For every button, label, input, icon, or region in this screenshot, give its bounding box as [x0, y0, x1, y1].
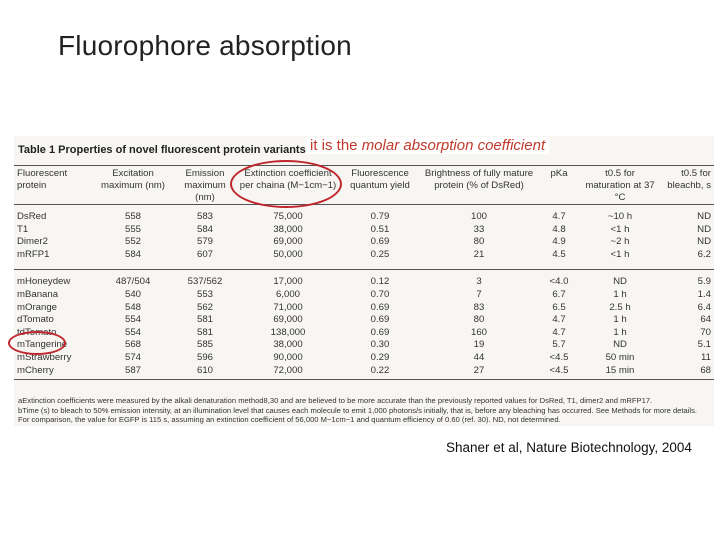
table-row — [14, 352, 714, 365]
column-header: Emission maximum (nm) — [174, 168, 236, 205]
protein-name-cell: mTangerine — [17, 339, 68, 351]
table-cell: 4.7 — [552, 314, 566, 326]
table-cell: 33 — [473, 223, 485, 235]
table-cell: 50,000 — [273, 248, 303, 260]
table-cell: 17,000 — [273, 276, 303, 288]
table-cell: 1.4 — [697, 288, 711, 300]
table-cell: 4.7 — [552, 211, 566, 222]
extinction-header-circle — [230, 160, 342, 208]
table-cell: 607 — [196, 248, 213, 260]
protein-name-cell: mBanana — [17, 288, 59, 300]
table-cell: 554 — [124, 314, 141, 326]
table-cell: 1 h — [613, 288, 627, 300]
column-header: Excitation maximum (nm) — [92, 168, 174, 205]
table-cell: 160 — [470, 326, 487, 338]
table-cell: 0.51 — [370, 223, 390, 235]
table-row — [14, 236, 714, 249]
row-separator — [14, 377, 714, 380]
table-cell: 5.9 — [697, 276, 711, 288]
table-cell: 558 — [124, 211, 141, 222]
table-cell: 1 h — [613, 326, 627, 338]
protein-name-cell: DsRed — [17, 211, 47, 222]
protein-name-cell: tdTomato — [17, 326, 57, 338]
table-cell: ND — [697, 236, 711, 248]
table-cell: 80 — [473, 236, 485, 248]
table-cell: <4.5 — [549, 364, 569, 376]
table-body — [14, 205, 714, 380]
table-cell: 583 — [196, 211, 213, 222]
table-cell: 80 — [473, 314, 485, 326]
table-cell: ND — [697, 223, 711, 235]
table-cell: 548 — [124, 301, 141, 313]
table-cell: 0.69 — [370, 326, 390, 338]
protein-name-cell: Dimer2 — [17, 236, 48, 248]
table-cell: 596 — [196, 351, 213, 363]
slide-title: Fluorophore absorption — [58, 30, 352, 61]
table-cell: 0.79 — [370, 211, 390, 222]
table-cell: 27 — [473, 364, 485, 376]
protein-name-cell: mHoneydew — [17, 276, 71, 288]
table-cell: 0.69 — [370, 236, 390, 248]
protein-name-cell: mStrawberry — [17, 351, 72, 363]
table-footnotes — [18, 396, 708, 425]
table-cell: 0.69 — [370, 314, 390, 326]
column-header: pKa — [538, 168, 580, 205]
table-cell: 540 — [124, 288, 141, 300]
table-cell: 554 — [124, 326, 141, 338]
table-cell: <4.5 — [549, 351, 569, 363]
table-cell: 610 — [196, 364, 213, 376]
tdtomato-row-circle — [8, 331, 66, 355]
table-caption: Table 1 Properties of novel fluorescent protein variants — [18, 144, 306, 156]
footnote-b: bTime (s) to bleach to 50% emission intensity, at an illumination level that causes each molecule to emit 1,000 photons/s initially, that is, before any bleaching has occurred. See Methods for more details. For comparison, the value for EGFP is 115 s, assuming an extinction coefficient of 56,000 M−1cm−1 and quantum efficiency of 0.60 (ref. 30). ND, not determined. — [18, 405, 698, 424]
table-cell: 6.7 — [552, 288, 566, 300]
table-cell: 68 — [700, 364, 711, 376]
table-cell: 1 h — [613, 314, 627, 326]
table-cell: 6.2 — [697, 248, 711, 260]
table-row — [14, 276, 714, 289]
table-cell: 584 — [124, 248, 141, 260]
table-cell: 552 — [124, 236, 141, 248]
table-cell: ND — [697, 211, 711, 222]
table-cell: 0.70 — [370, 288, 390, 300]
table-cell: 38,000 — [273, 223, 303, 235]
column-header: t0.5 for bleachb, s — [660, 168, 714, 205]
table-row — [14, 249, 714, 262]
table-row — [14, 211, 714, 224]
table-row — [14, 365, 714, 378]
table-cell: 2.5 h — [609, 301, 631, 313]
table-cell: 6,000 — [275, 288, 300, 300]
table-cell: 0.29 — [370, 351, 390, 363]
table-cell: 69,000 — [273, 236, 303, 248]
column-header: Fluorescent protein — [14, 168, 92, 205]
table-cell: 581 — [196, 314, 213, 326]
column-header: Extinction coefficient per chaina (M−1cm−1) — [236, 168, 340, 205]
table-cell: 21 — [473, 248, 485, 260]
table-cell: 4.5 — [552, 248, 566, 260]
protein-name-cell: T1 — [17, 223, 29, 235]
table-cell: 562 — [196, 301, 213, 313]
table-cell: 0.30 — [370, 339, 390, 351]
table-cell: ~2 h — [610, 236, 630, 248]
table-cell: <1 h — [610, 248, 630, 260]
table-top-rule — [14, 165, 714, 166]
table-cell: 72,000 — [273, 364, 303, 376]
table-cell: 50 min — [605, 351, 635, 363]
table-cell: ND — [613, 339, 627, 351]
table-cell: 487/504 — [115, 276, 151, 288]
table-cell: 553 — [196, 288, 213, 300]
table-cell: 138,000 — [270, 326, 306, 338]
table-cell: 574 — [124, 351, 141, 363]
protein-name-cell: mCherry — [17, 364, 54, 376]
table-cell: 83 — [473, 301, 485, 313]
table-cell: 555 — [124, 223, 141, 235]
table-cell: 7 — [476, 288, 482, 300]
table-cell: 0.69 — [370, 301, 390, 313]
table-row — [14, 314, 714, 327]
table-cell: 587 — [124, 364, 141, 376]
annotation-callout — [306, 137, 549, 154]
table-cell: 19 — [473, 339, 485, 351]
table-cell: 579 — [196, 236, 213, 248]
column-header: Fluorescence quantum yield — [340, 168, 420, 205]
table-cell: <1 h — [610, 223, 630, 235]
table-row — [14, 327, 714, 340]
protein-name-cell: dTomato — [17, 314, 54, 326]
table-cell: 64 — [700, 314, 711, 326]
table-row — [14, 224, 714, 237]
citation: Shaner et al, Nature Biotechnology, 2004 — [446, 440, 692, 455]
table-header-row — [14, 168, 714, 205]
table-cell: 4.7 — [552, 326, 566, 338]
table-cell: 71,000 — [273, 301, 303, 313]
table-cell: 100 — [470, 211, 487, 222]
table-row — [14, 339, 714, 352]
properties-table — [14, 168, 714, 380]
row-separator — [14, 261, 714, 270]
table-cell: 3 — [476, 276, 482, 288]
table-cell: 38,000 — [273, 339, 303, 351]
table-cell: 584 — [196, 223, 213, 235]
table-cell: 0.12 — [370, 276, 390, 288]
table-cell: 537/562 — [187, 276, 223, 288]
column-header: Brightness of fully mature protein (% of DsRed) — [420, 168, 538, 205]
table-cell: 5.1 — [697, 339, 711, 351]
table-cell: 0.25 — [370, 248, 390, 260]
callout-emphasis: molar absorption coefficient — [361, 137, 546, 154]
protein-name-cell: mRFP1 — [17, 248, 50, 260]
table-cell: 568 — [124, 339, 141, 351]
table-cell: ND — [613, 276, 627, 288]
table-cell: 6.5 — [552, 301, 566, 313]
table-cell: ~10 h — [607, 211, 633, 222]
table-cell: 5.7 — [552, 339, 566, 351]
table-cell: 69,000 — [273, 314, 303, 326]
table-cell: 6.4 — [697, 301, 711, 313]
table-cell: 44 — [473, 351, 485, 363]
callout-prefix: it is the — [310, 137, 362, 154]
table-cell: 75,000 — [273, 211, 303, 222]
table-cell: 11 — [701, 351, 711, 363]
table-cell: 70 — [700, 326, 711, 338]
table-cell: <4.0 — [549, 276, 569, 288]
protein-name-cell: mOrange — [17, 301, 57, 313]
table-cell: 90,000 — [273, 351, 303, 363]
column-header: t0.5 for maturation at 37 °C — [580, 168, 660, 205]
table-row — [14, 289, 714, 302]
table-row — [14, 302, 714, 315]
footnote-a: aExtinction coefficients were measured by the alkali denaturation method8,30 and are believed to be more accurate than the previously reported values for DsRed, T1, dimer2 and mRFP17. — [18, 396, 653, 405]
table-figure — [14, 136, 714, 426]
table-cell: 4.8 — [552, 223, 566, 235]
table-cell: 15 min — [605, 364, 635, 376]
table-cell: 0.22 — [370, 364, 390, 376]
table-cell: 581 — [196, 326, 213, 338]
table-cell: 585 — [196, 339, 213, 351]
table-cell: 4.9 — [552, 236, 566, 248]
